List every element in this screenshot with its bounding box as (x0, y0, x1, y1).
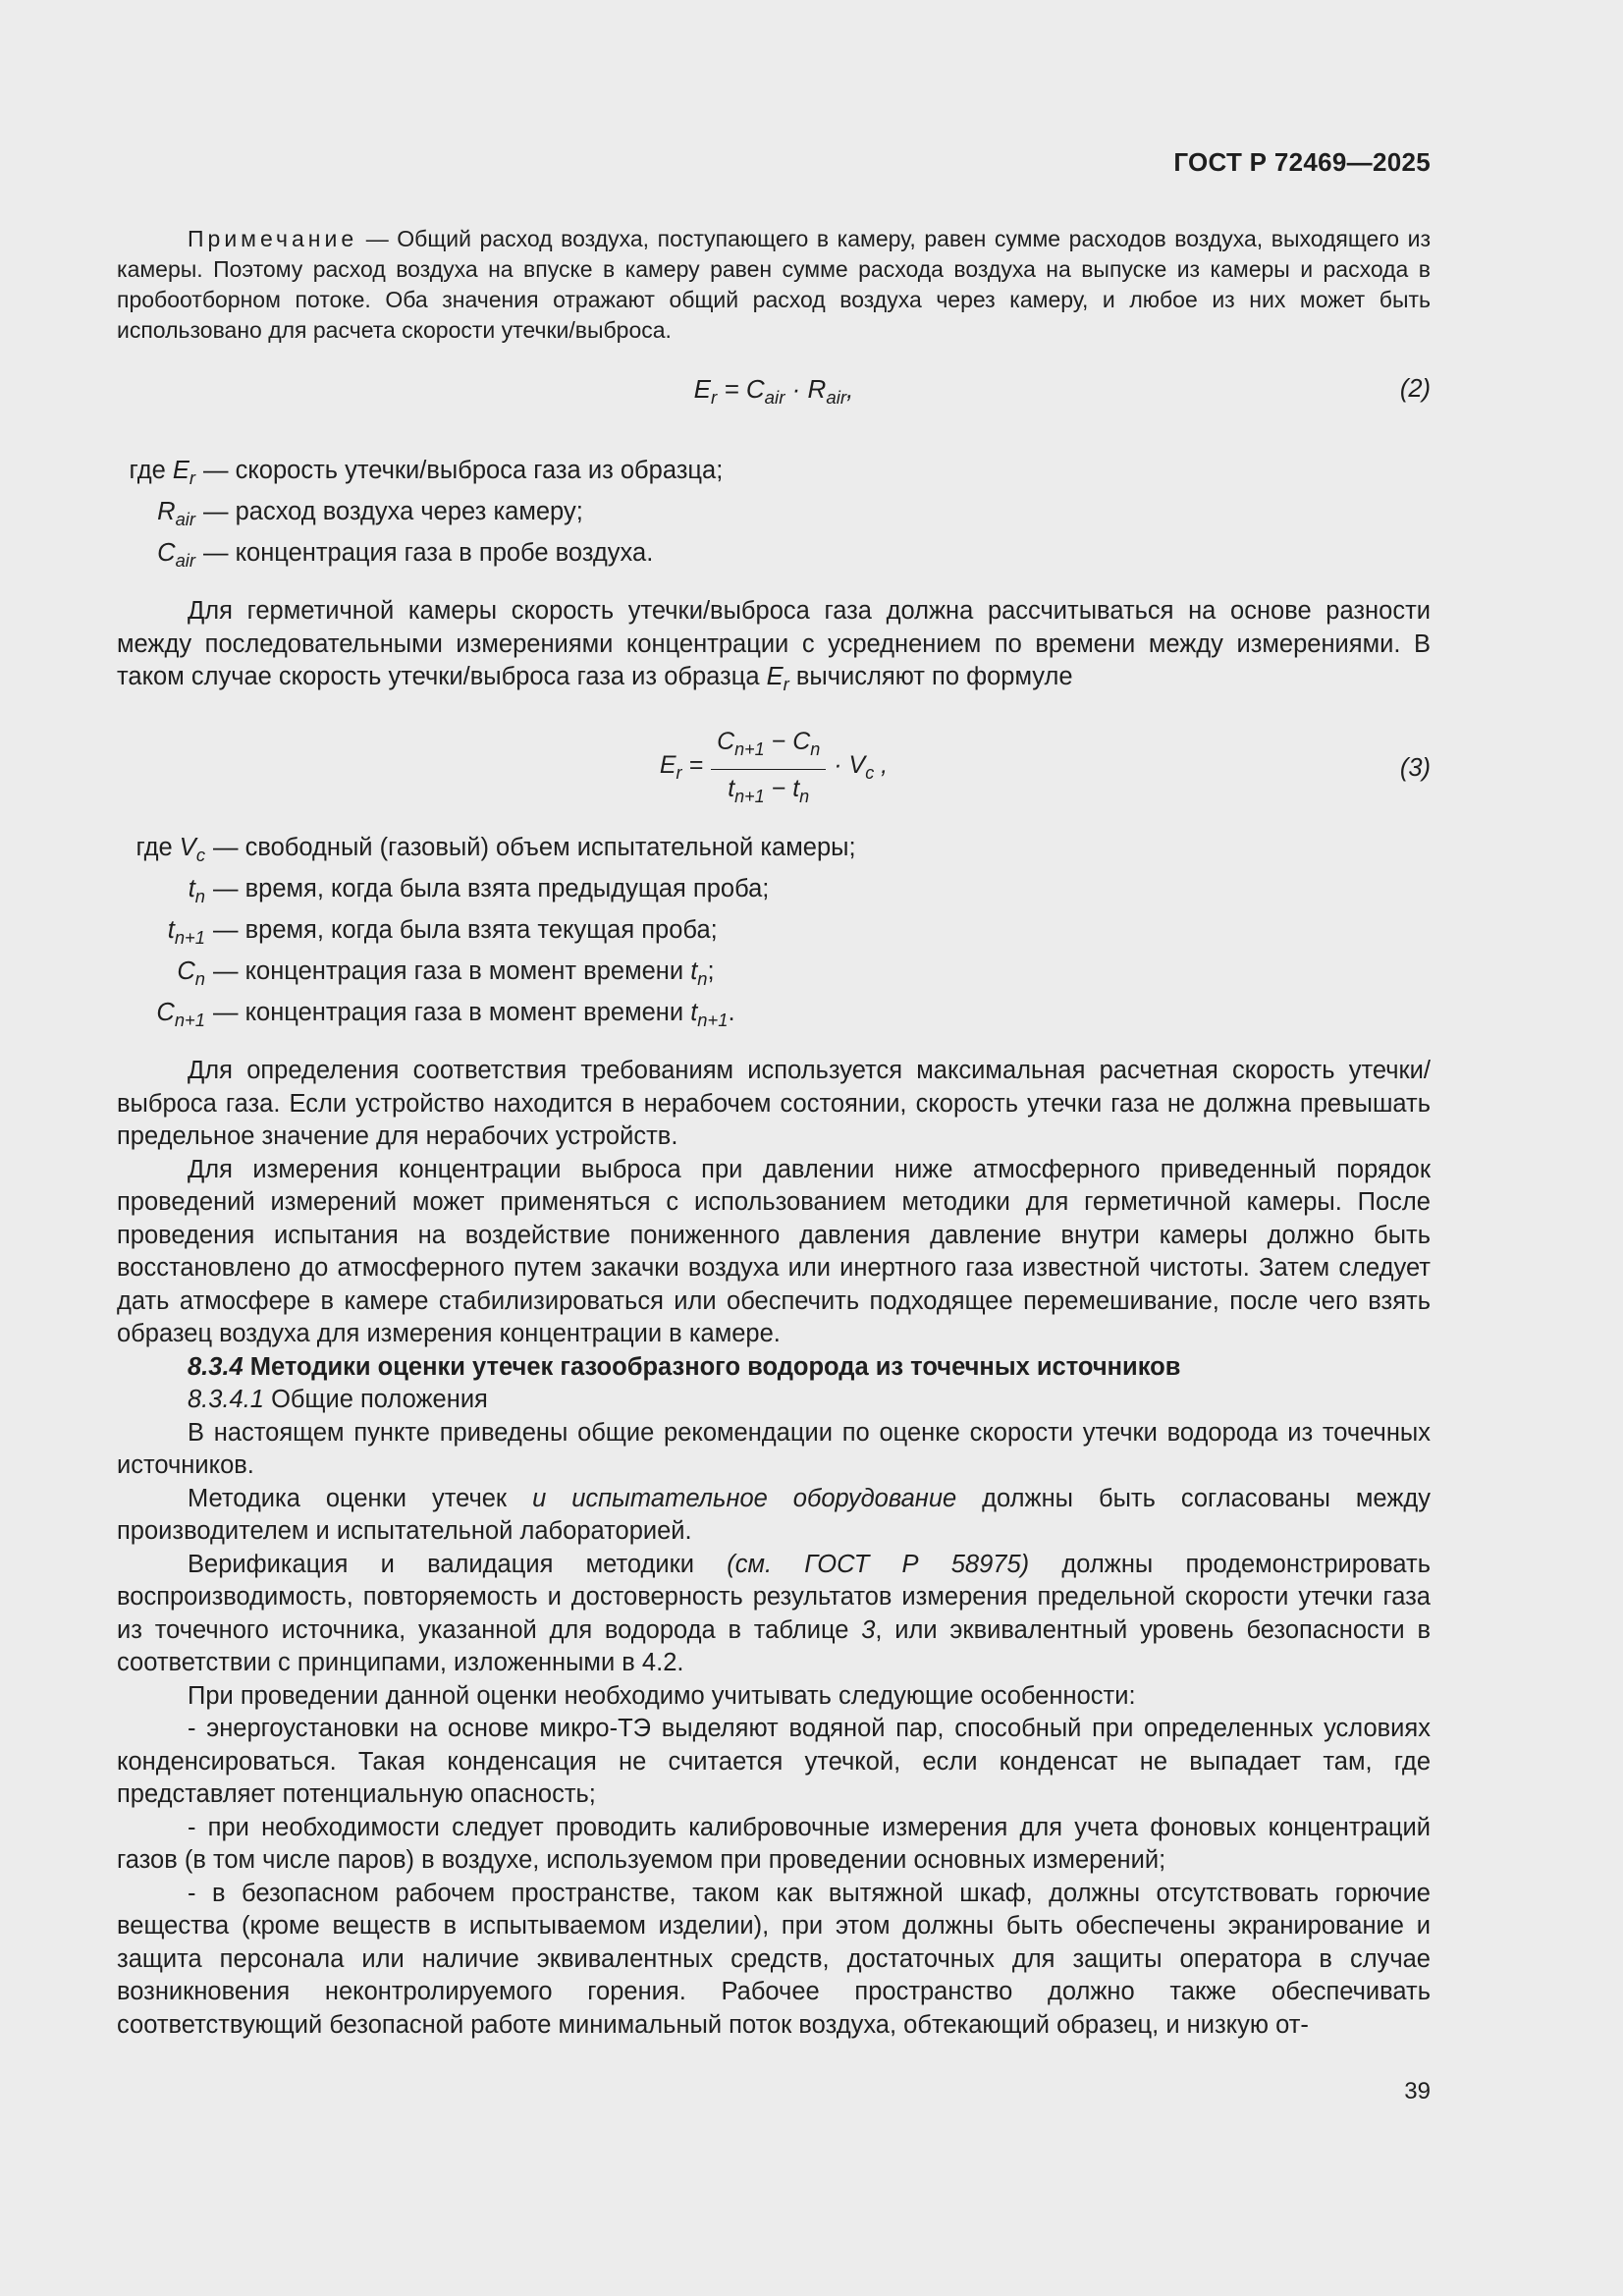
definition-row (117, 913, 1431, 955)
definition-text: — свободный (газовый) объем испытательной камеры; (213, 833, 856, 861)
definition-row (117, 495, 1431, 536)
definition-symbol: $C_n$ (177, 957, 205, 990)
note-paragraph (117, 224, 1431, 346)
paragraph: Верификация и валидация методики (см. ГОСТ Р 58975) должны продемонстрировать воспроизводимость, повторяемость и достоверность результатов измерения предельной скорости утечки газа из точечного источника, указанной для водорода в таблице 3, или эквивалентный уровень безопасности в соответствии с принципами, изложенными в 4.2. (117, 1550, 1431, 1677)
formula-2-definitions (117, 454, 1431, 577)
fraction: $\frac{C_{n+1} - C_n}{t_{n+1} - t_n}$ (711, 726, 826, 814)
definition-text: — концентрация газа в момент времени $t_n$; (213, 957, 715, 990)
definition-symbol: $t_{n+1}$ (167, 916, 205, 949)
definition-text: — концентрация газа в пробе воздуха. (203, 539, 654, 568)
definition-symbol: где $V_c$ (135, 833, 205, 865)
definition-row (117, 996, 1431, 1037)
paragraph: В настоящем пункте приведены общие рекомендации по оценке скорости утечки водорода из точечных источников. (117, 1418, 1431, 1480)
page-number: 39 (1404, 2078, 1431, 2105)
definition-text: — расход воздуха через камеру; (203, 498, 583, 526)
section-heading: 8.3.4 Методики оценки утечек газообразного водорода из точечных источников (188, 1352, 1181, 1381)
list-item: - энергоустановки на основе микро-ТЭ выделяют водяной пар, способный при определенных условиях конденсироваться. Такая конденсация не считается утечкой, если конденсат не выпадает там, где представляет потенциальную опасность; (117, 1715, 1431, 1809)
paragraph: Методика оценки утечек и испытательное оборудование должны быть согласованы между производителем и испытательной лабораторией. (117, 1484, 1432, 1546)
list-item: - при необходимости следует проводить калибровочные измерения для учета фоновых концентраций газов (в том числе паров) в воздухе, используемом при проведении основных измерений; (117, 1813, 1431, 1875)
formula-2-expression: $E_r = C_{air} \cdot R_{air}$, (693, 374, 854, 409)
formula-3-expression: $E_r$ = $\frac{C_{n+1} - C_n}{t_{n+1} - t_n}$ · $V_c$ , (117, 723, 1431, 817)
paragraph: Для герметичной камеры скорость утечки/выброса газа должна рассчитываться на основе разности между последовательными измерениями концентрации с усреднением по времени между измерениями. В таком случае скорость утечки/выброса газа из образца $E_r$ вычисляют по формуле (117, 597, 1431, 695)
definition-text: — концентрация газа в момент времени $t_{n+1}$. (213, 999, 735, 1031)
definition-symbol: $C_{n+1}$ (156, 999, 205, 1031)
formula-3 (117, 723, 1431, 821)
formula-2 (117, 369, 1431, 434)
definition-row (117, 454, 1431, 495)
definition-row (117, 955, 1431, 996)
definition-symbol: $t_n$ (188, 874, 205, 907)
list-item: - в безопасном рабочем пространстве, таком как вытяжной шкаф, должны отсутствовать горючие вещества (кроме веществ в испытываемом изделии), при этом должны быть обеспечены экранирование и защита персонала или наличие эквивалентных средств, достаточных для защиты оператора в случае возникновения неконтролируемого горения. Рабочее пространство должно также обеспечивать соответствующий безопасной работе минимальный поток воздуха, обтекающий образец, и низкую от- (117, 1879, 1431, 2039)
subsection-heading: 8.3.4.1 Общие положения (188, 1386, 488, 1414)
definition-row (117, 831, 1431, 872)
paragraph: Для измерения концентрации выброса при давлении ниже атмосферного приведенный порядок проведений измерений может применяться с использованием методики для герметичной камеры. После проведения испытания на воздействие пониженного давления давление внутри камеры должно быть восстановлено до атмосферного путем закачки воздуха или инертного газа известной чистоты. Затем следует дать атмосфере в камере стабилизироваться или обеспечить подходящее перемешивание, после чего взять образец воздуха для измерения концентрации в камере. (117, 1155, 1431, 1348)
definition-row (117, 536, 1431, 577)
definition-text: — время, когда была взята предыдущая проба; (213, 874, 770, 902)
definition-symbol: $C_{air}$ (157, 539, 195, 572)
page-content (117, 224, 1431, 2042)
formula-2-number: (2) (1399, 375, 1431, 403)
definition-text: — скорость утечки/выброса газа из образца; (203, 457, 724, 484)
formula-3-definitions (117, 831, 1431, 1037)
note-text: — Общий расход воздуха, поступающего в камеру, равен сумме расходов воздуха, выходящего из камеры. Поэтому расход воздуха на впуске в камеру равен сумме расхода воздуха на выпуске из камеры и расхода в пробоотборном потоке. Оба значения отражают общий расход воздуха через камеру, и любое из них может быть использовано для расчета скорости утечки/выброса. (117, 226, 1431, 343)
formula-3-number: (3) (1399, 753, 1431, 782)
definition-text: — время, когда была взята текущая проба; (213, 916, 718, 945)
paragraph: Для определения соответствия требованиям используется максимальная расчетная скорость утечки/выброса газа. Если устройство находится в нерабочем состоянии, скорость утечки газа не должна превышать предельное значение для нерабочих устройств. (117, 1057, 1431, 1151)
definition-symbol: где $E_r$ (129, 457, 195, 489)
definition-symbol: $R_{air}$ (157, 498, 195, 530)
document-id: ГОСТ Р 72469—2025 (1173, 147, 1431, 177)
definition-row (117, 872, 1431, 913)
note-label: Примечание (188, 226, 358, 251)
paragraph: При проведении данной оценки необходимо учитывать следующие особенности: (188, 1681, 1136, 1710)
